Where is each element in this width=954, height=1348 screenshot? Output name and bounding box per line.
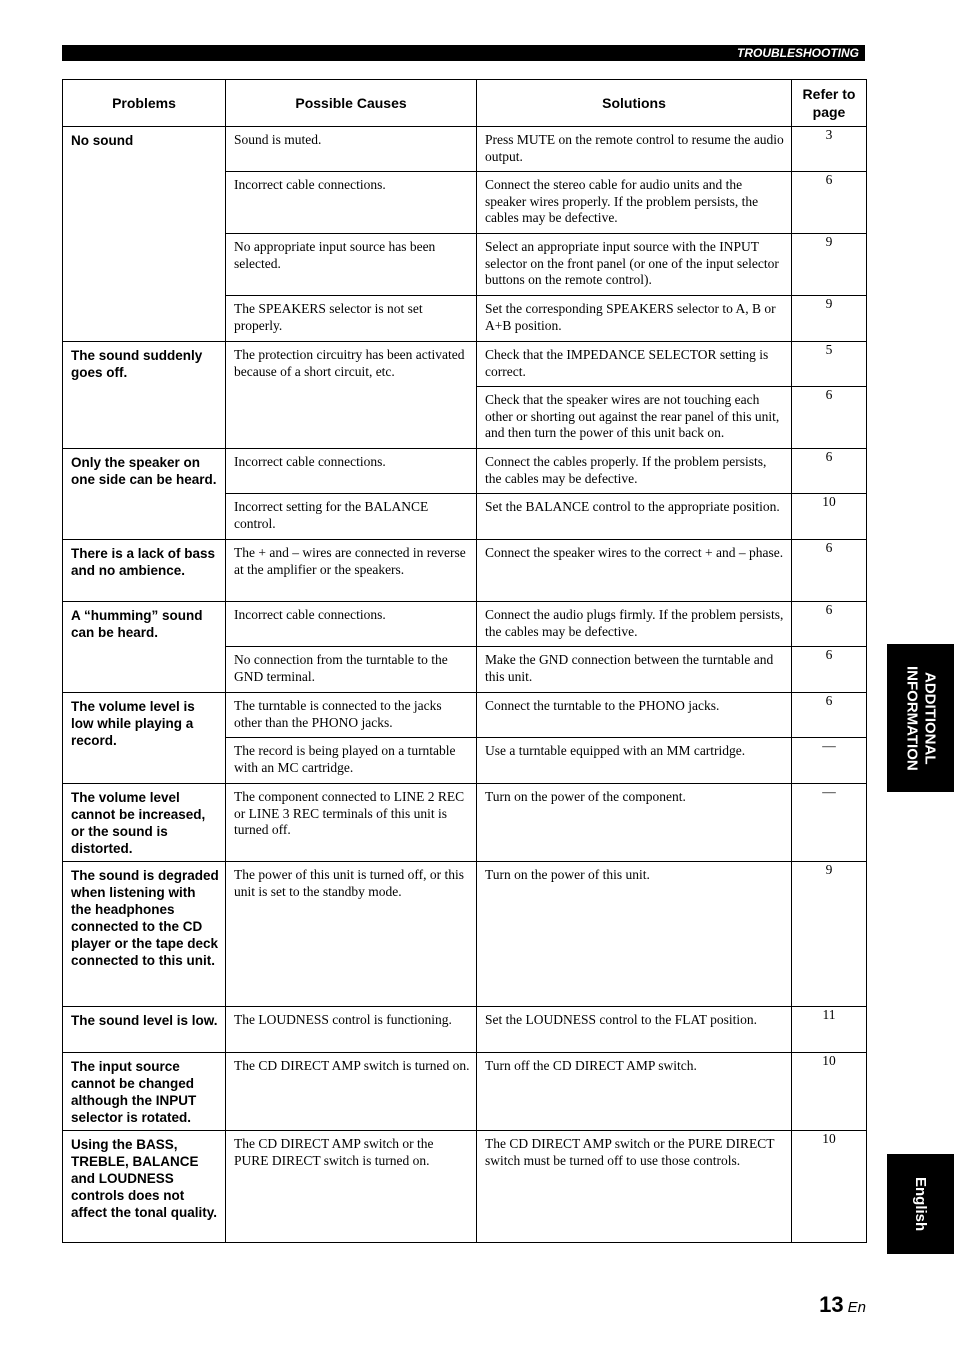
page-ref-cell: 9 xyxy=(792,296,867,342)
solution-cell: Connect the cables properly. If the problem persists, the cables may be defective. xyxy=(477,449,792,494)
table-row xyxy=(63,1131,867,1243)
page-ref-cell: — xyxy=(792,738,867,784)
page-ref-cell: 10 xyxy=(792,494,867,540)
solution-cell: Turn off the CD DIRECT AMP switch. xyxy=(477,1053,792,1131)
side-tab-additional-information xyxy=(887,644,954,792)
page-ref-cell: 10 xyxy=(792,1053,867,1131)
section-title: TROUBLESHOOTING xyxy=(737,46,859,60)
table-row xyxy=(63,449,867,494)
table-row xyxy=(63,693,867,738)
cause-cell: The protection circuitry has been activated because of a short circuit, etc. xyxy=(226,342,477,449)
header-refer-to-page: Refer to page xyxy=(792,80,867,127)
solution-cell: Turn on the power of the component. xyxy=(477,784,792,862)
cause-cell: The component connected to LINE 2 REC or LINE 3 REC terminals of this unit is turned off. xyxy=(226,784,477,862)
page-ref-cell: 9 xyxy=(792,234,867,296)
cause-cell: Sound is muted. xyxy=(226,127,477,172)
side-tab-language xyxy=(887,1154,954,1254)
solution-cell: Check that the speaker wires are not touching each other or shorting out against the rear panel of this unit, and then turn the power of this unit back on. xyxy=(477,387,792,449)
cause-cell: The turntable is connected to the jacks other than the PHONO jacks. xyxy=(226,693,477,738)
page-ref-cell: 9 xyxy=(792,862,867,1007)
header-problems: Problems xyxy=(63,80,226,127)
table-row xyxy=(63,342,867,387)
side-tab-language-label: English xyxy=(912,1176,929,1232)
table-row xyxy=(63,127,867,172)
solution-cell: Connect the stereo cable for audio units and the speaker wires properly. If the problem persists, the cables may be defective. xyxy=(477,172,792,234)
solution-cell: Make the GND connection between the turntable and this unit. xyxy=(477,647,792,693)
solution-cell: Use a turntable equipped with an MM cartridge. xyxy=(477,738,792,784)
cause-cell: The + and – wires are connected in reverse at the amplifier or the speakers. xyxy=(226,540,477,602)
page-number-value: 13 xyxy=(819,1292,844,1317)
cause-cell: The power of this unit is turned off, or this unit is set to the standby mode. xyxy=(226,862,477,1007)
cause-cell: No appropriate input source has been selected. xyxy=(226,234,477,296)
problem-cell: The input source cannot be changed although the INPUT selector is rotated. xyxy=(63,1053,226,1131)
cause-cell: The CD DIRECT AMP switch is turned on. xyxy=(226,1053,477,1131)
cause-cell: The record is being played on a turntable with an MC cartridge. xyxy=(226,738,477,784)
cause-cell: Incorrect setting for the BALANCE control. xyxy=(226,494,477,540)
solution-cell: Set the corresponding SPEAKERS selector to A, B or A+B position. xyxy=(477,296,792,342)
header-possible-causes: Possible Causes xyxy=(226,80,477,127)
table-row xyxy=(63,602,867,647)
cause-cell: The CD DIRECT AMP switch or the PURE DIRECT switch is turned on. xyxy=(226,1131,477,1243)
problem-cell: No sound xyxy=(63,127,226,342)
troubleshooting-table xyxy=(62,79,867,1243)
solution-cell: Set the BALANCE control to the appropriate position. xyxy=(477,494,792,540)
page-ref-cell: — xyxy=(792,784,867,862)
table-row xyxy=(63,540,867,602)
problem-cell: Using the BASS, TREBLE, BALANCE and LOUDNESS controls does not affect the tonal quality. xyxy=(63,1131,226,1243)
table-row xyxy=(63,1007,867,1053)
page-ref-cell: 11 xyxy=(792,1007,867,1053)
page-ref-cell: 6 xyxy=(792,602,867,647)
table-row xyxy=(63,862,867,1007)
problem-cell: The sound level is low. xyxy=(63,1007,226,1053)
table-row xyxy=(63,784,867,862)
solution-cell: Set the LOUDNESS control to the FLAT position. xyxy=(477,1007,792,1053)
page-language-code: En xyxy=(847,1299,866,1316)
table-row xyxy=(63,1053,867,1131)
problem-cell: The sound suddenly goes off. xyxy=(63,342,226,449)
solution-cell: Select an appropriate input source with the INPUT selector on the front panel (or one of the input selector buttons on the remote control). xyxy=(477,234,792,296)
page-ref-cell: 6 xyxy=(792,693,867,738)
solution-cell: The CD DIRECT AMP switch or the PURE DIRECT switch must be turned off to use those controls. xyxy=(477,1131,792,1243)
solution-cell: Connect the audio plugs firmly. If the problem persists, the cables may be defective. xyxy=(477,602,792,647)
header-solutions: Solutions xyxy=(477,80,792,127)
problem-cell: A “humming” sound can be heard. xyxy=(63,602,226,693)
page-ref-cell: 6 xyxy=(792,172,867,234)
cause-cell: No connection from the turntable to the GND terminal. xyxy=(226,647,477,693)
problem-cell: The volume level cannot be increased, or the sound is distorted. xyxy=(63,784,226,862)
solution-cell: Press MUTE on the remote control to resume the audio output. xyxy=(477,127,792,172)
cause-cell: Incorrect cable connections. xyxy=(226,449,477,494)
page-number xyxy=(819,1292,866,1318)
page-ref-cell: 6 xyxy=(792,647,867,693)
side-tab-additional-label: ADDITIONAL INFORMATION xyxy=(903,665,939,771)
problem-cell: There is a lack of bass and no ambience. xyxy=(63,540,226,602)
solution-cell: Check that the IMPEDANCE SELECTOR setting is correct. xyxy=(477,342,792,387)
page-ref-cell: 10 xyxy=(792,1131,867,1243)
page-ref-cell: 6 xyxy=(792,449,867,494)
solution-cell: Connect the turntable to the PHONO jacks. xyxy=(477,693,792,738)
section-header-bar xyxy=(62,45,865,61)
solution-cell: Connect the speaker wires to the correct + and – phase. xyxy=(477,540,792,602)
page-ref-cell: 6 xyxy=(792,540,867,602)
cause-cell: Incorrect cable connections. xyxy=(226,602,477,647)
solution-cell: Turn on the power of this unit. xyxy=(477,862,792,1007)
page-ref-cell: 3 xyxy=(792,127,867,172)
page-ref-cell: 5 xyxy=(792,342,867,387)
cause-cell: The SPEAKERS selector is not set properly. xyxy=(226,296,477,342)
problem-cell: Only the speaker on one side can be heard. xyxy=(63,449,226,540)
cause-cell: Incorrect cable connections. xyxy=(226,172,477,234)
table-header-row xyxy=(63,80,867,127)
problem-cell: The volume level is low while playing a record. xyxy=(63,693,226,784)
cause-cell: The LOUDNESS control is functioning. xyxy=(226,1007,477,1053)
problem-cell: The sound is degraded when listening with the headphones connected to the CD player or the tape deck connected to this unit. xyxy=(63,862,226,1007)
page-ref-cell: 6 xyxy=(792,387,867,449)
